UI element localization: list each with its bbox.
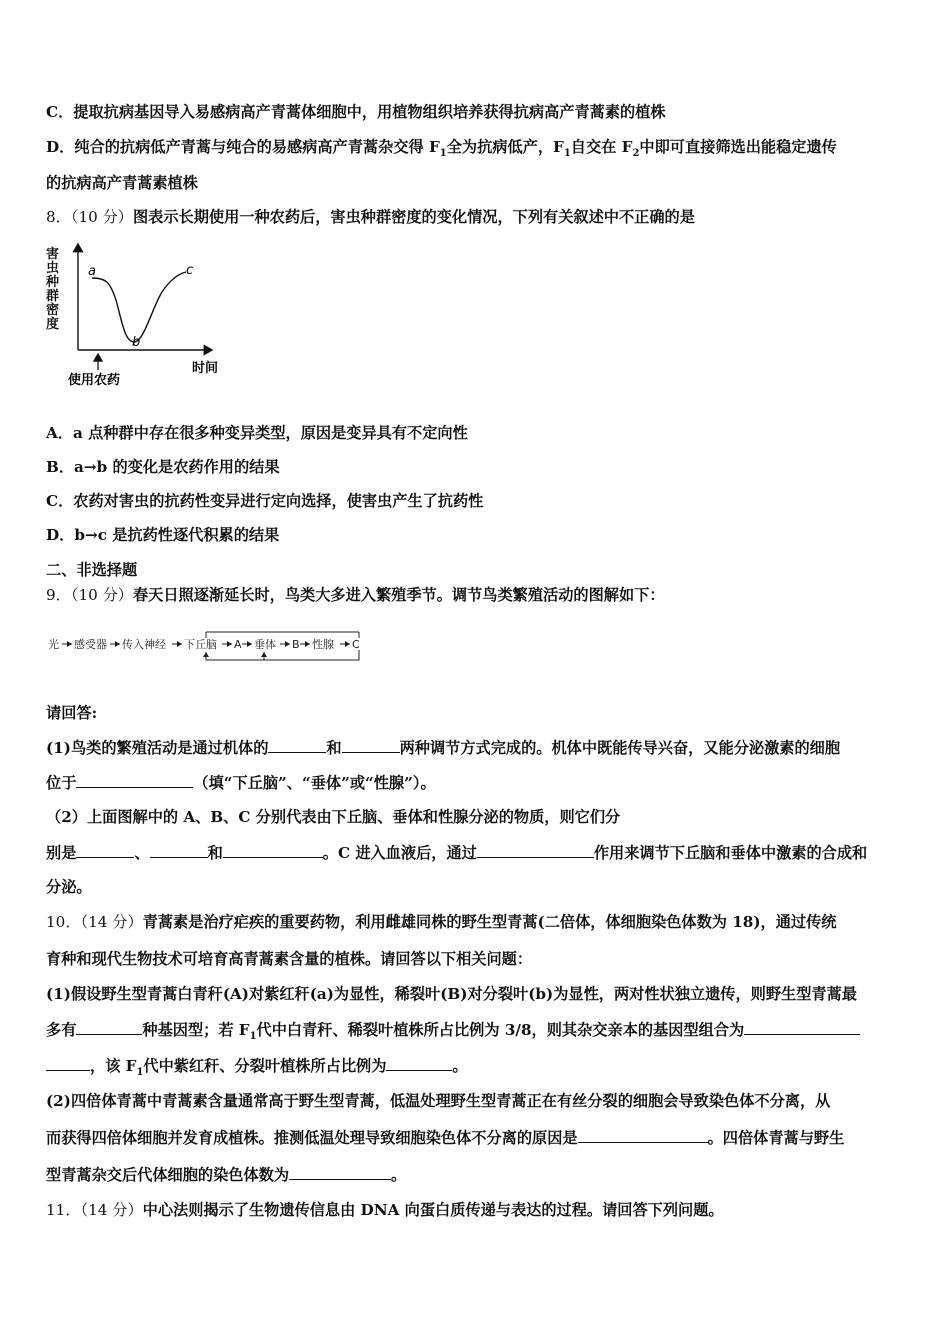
ylabel-char: 种 (46, 275, 60, 290)
answer-blank[interactable] (76, 842, 134, 858)
q9-diagram (44, 628, 384, 668)
text: 。C 进入血液后，通过 (322, 844, 477, 862)
q9-part2-end (46, 877, 92, 897)
q7-option-d-cont (46, 173, 198, 193)
q9-number: 9．（10 分） (46, 586, 133, 604)
answer-blank[interactable] (342, 737, 400, 753)
q8-option-d (46, 525, 279, 545)
q7-option-d-part: D．纯合的抗病低产青蒿与纯合的易感病高产青蒿杂交得 F (46, 138, 440, 156)
answer-blank[interactable] (744, 1019, 860, 1035)
pesticide-label: 使用农药 (68, 373, 121, 388)
text: 。 (391, 1166, 407, 1184)
q9-part2-cont (46, 842, 867, 863)
text: 。 (452, 1057, 468, 1075)
point-label-c: c (186, 263, 194, 278)
x-axis-label: 时间 (192, 361, 219, 376)
text: 种基因型；若 F (142, 1021, 250, 1039)
answer-blank[interactable] (46, 1055, 90, 1071)
q9-stem-text: 春天日照逐渐延长时，鸟类大多进入繁殖季节。调节鸟类繁殖活动的图解如下： (132, 586, 665, 604)
q8-option-c (46, 491, 483, 511)
text: 和 (207, 844, 223, 862)
text: 分泌。 (46, 878, 92, 896)
text: (1)鸟类的繁殖活动是通过机体的 (46, 739, 269, 757)
q7-option-c-text: C．提取抗病基因导入易感病高产青蒿体细胞中，用植物组织培养获得抗病高产青蒿素的植株 (46, 103, 666, 121)
answer-blank[interactable] (223, 842, 323, 858)
q11-stem (46, 1200, 724, 1220)
q10-number: 10．（14 分） (46, 913, 143, 931)
text: 代中白青秆、稀裂叶植株所占比例为 3/8，则其杂交亲本的基因型组合为 (256, 1021, 745, 1039)
q11-number: 11．（14 分） (46, 1201, 143, 1219)
point-label-a: a (88, 264, 96, 279)
q8-option-b (46, 457, 280, 477)
q10-part2-end (46, 1164, 406, 1185)
q9-part1 (46, 737, 840, 758)
subscript: 1 (439, 148, 447, 160)
q8-option-b-text: B．a→b 的变化是农药作用的结果 (46, 458, 280, 476)
subscript: 2 (632, 148, 640, 160)
subscript: 1 (249, 1031, 257, 1043)
q9-prompt-text: 请回答: (46, 704, 98, 722)
q7-option-d-part: 中即可直接筛选出能稳定遗传 (639, 138, 837, 156)
q10-part2-cont (46, 1127, 844, 1148)
q10-part2 (46, 1091, 830, 1111)
section-heading (46, 560, 137, 580)
subscript: 1 (136, 1067, 144, 1079)
q10-part1 (46, 984, 857, 1004)
q8-graph (40, 238, 240, 388)
q10-stem-text: 育种和现代生物技术可培育高青蒿素含量的植株。请回答以下相关问题： (46, 950, 532, 968)
q8-stem-text: 图表示长期使用一种农药后，害虫种群密度的变化情况，下列有关叙述中不正确的是 (132, 208, 695, 226)
diagram-node: 光 (48, 638, 59, 651)
text: (1)假设野生型青蒿白青秆(A)对紫红秆(a)为显性，稀裂叶(B)对分裂叶(b)为显性，两对性状独立遗传，则野生型青蒿最 (46, 985, 857, 1003)
q7-option-d-part: 全为抗病低产，F (446, 138, 564, 156)
feedback-arrow-hypothalamus (206, 650, 359, 660)
text: 而获得四倍体细胞并发育成植株。推测低温处理导致细胞染色体不分离的原因是 (46, 1129, 578, 1147)
q10-stem-cont (46, 949, 532, 969)
text: ，该 F (90, 1057, 137, 1075)
text: 。四倍体青蒿与野生 (707, 1129, 845, 1147)
answer-blank[interactable] (268, 737, 326, 753)
q9-part1-cont (46, 772, 436, 793)
text: （2）上面图解中的 A、B、C 分别代表由下丘脑、垂体和性腺分泌的物质，则它们分 (46, 808, 621, 826)
ylabel-char: 度 (46, 317, 60, 332)
q8-stem (46, 207, 695, 227)
diagram-node: 垂体 (254, 638, 276, 651)
text: 作用来调节下丘脑和垂体中激素的合成和 (593, 844, 868, 862)
diagram-node: C (352, 638, 360, 651)
diagram-node: 下丘脑 (184, 638, 217, 651)
section-heading-text: 二、非选择题 (46, 561, 138, 579)
subscript: 1 (563, 148, 571, 160)
answer-blank[interactable] (386, 1055, 452, 1071)
answer-blank[interactable] (76, 1019, 142, 1035)
text: 型青蒿杂交后代体细胞的染色体数为 (46, 1166, 289, 1184)
diagram-node: 感受器 (74, 638, 107, 651)
diagram-node: A (234, 638, 242, 651)
q9-stem (46, 585, 665, 605)
text: 代中紫红秆、分裂叶植株所占比例为 (143, 1057, 387, 1075)
ylabel-char: 害 (46, 247, 60, 262)
text: 两种调节方式完成的。机体中既能传导兴奋，又能分泌激素的细胞 (399, 739, 841, 757)
q10-part1-cont (46, 1019, 860, 1047)
text: (2)四倍体青蒿中青蒿素含量通常高于野生型青蒿，低温处理野生型青蒿正在有丝分裂的细胞会导致染色体不分离，从 (46, 1092, 831, 1110)
diagram-node: B (292, 638, 300, 651)
q8-option-a (46, 423, 468, 443)
ylabel-char: 密 (46, 303, 60, 318)
q9-part2 (46, 807, 620, 827)
text: 多有 (46, 1021, 77, 1039)
q8-number: 8．（10 分） (46, 208, 133, 226)
answer-blank[interactable] (76, 772, 193, 788)
q10-part1-end (46, 1055, 468, 1083)
answer-blank[interactable] (150, 842, 208, 858)
q8-graph-ylabel (45, 246, 60, 332)
answer-blank[interactable] (477, 842, 594, 858)
q7-option-d-part: 的抗病高产青蒿素植株 (46, 174, 198, 192)
text: 、 (134, 844, 150, 862)
q9-prompt (46, 703, 97, 723)
text: 和 (326, 739, 342, 757)
q7-option-d-part: 自交在 F (570, 138, 633, 156)
text: 位于 (46, 774, 77, 792)
diagram-node: 性腺 (312, 638, 334, 651)
q8-option-a-text: A．a 点种群中存在很多种变异类型，原因是变异具有不定向性 (46, 424, 468, 442)
q7-option-d (46, 137, 837, 164)
q8-option-d-text: D．b→c 是抗药性逐代积累的结果 (46, 526, 280, 544)
answer-blank[interactable] (289, 1164, 391, 1180)
text: （填“下丘脑”、“垂体”或“性腺”）。 (193, 774, 436, 792)
q11-stem-text: 中心法则揭示了生物遗传信息由 DNA 向蛋白质传递与表达的过程。请回答下列问题。 (142, 1201, 724, 1219)
diagram-node: 传入神经 (122, 638, 166, 651)
q8-option-c-text: C．农药对害虫的抗药性变异进行定向选择，使害虫产生了抗药性 (46, 492, 484, 510)
ylabel-char: 群 (46, 289, 60, 304)
density-curve (92, 272, 186, 342)
q10-stem (46, 912, 837, 932)
q10-stem-text: 青蒿素是治疗疟疾的重要药物，利用雌雄同株的野生型青蒿(二倍体，体细胞染色体数为 18)，通过传统 (142, 913, 837, 931)
ylabel-char: 虫 (46, 261, 60, 276)
text: 别是 (46, 844, 77, 862)
point-label-b: b (132, 335, 141, 350)
q7-option-c (46, 102, 666, 122)
answer-blank[interactable] (578, 1127, 708, 1143)
